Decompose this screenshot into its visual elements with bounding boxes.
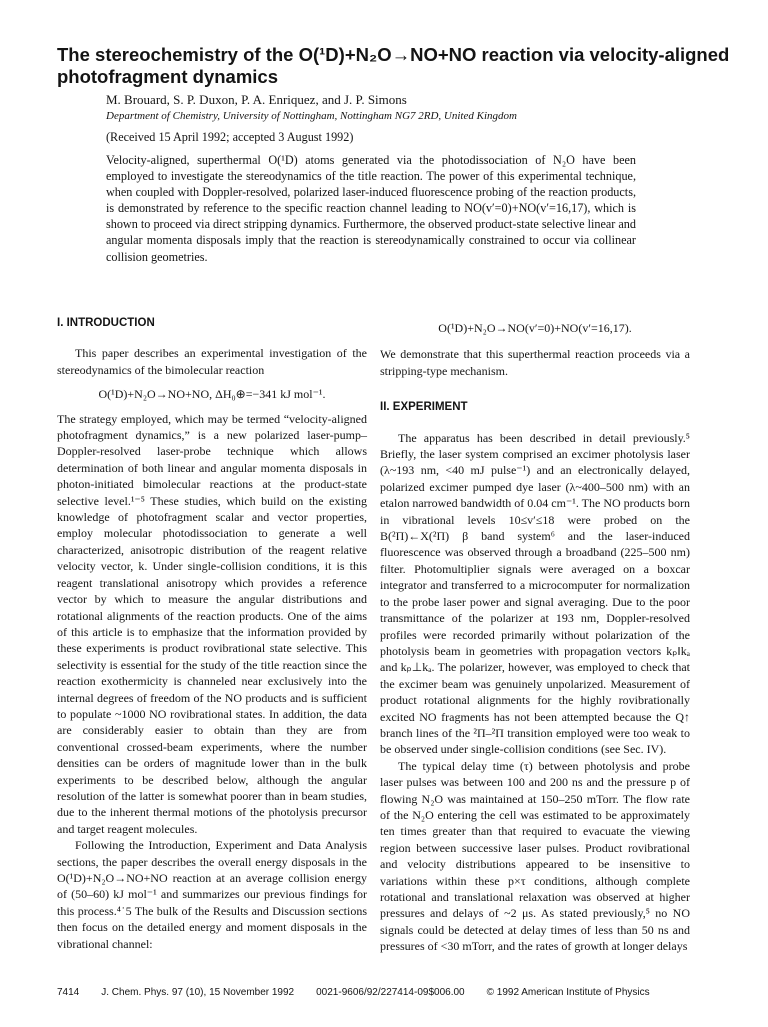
journal-citation: J. Chem. Phys. 97 (10), 15 November 1992 (101, 987, 295, 998)
equation-1: O(¹D)+N₂O→NO+NO, ΔH₀⊕=−341 kJ mol⁻¹. (98, 387, 326, 402)
section-heading-experiment: II. EXPERIMENT (380, 401, 468, 414)
intro-paragraph-1: This paper describes an experimental investigation of the stereodynamics of the bimolecular reaction (57, 346, 367, 377)
intro-paragraph-3: Following the Introduction, Experiment and Data Analysis sections, the paper describes the overall energy disposals in the O(¹D)+N₂O→NO+NO reaction at an average collision energy of (50–60) kJ mol⁻¹ and summarizes our previous findings for this process.⁴˙5 The bulk of the Results and Discussion sections then focus on the detailed energy and moment disposals in the vibrational channel: (57, 838, 367, 951)
copyright: © 1992 American Institute of Physics (486, 987, 650, 998)
section-heading-introduction: I. INTRODUCTION (57, 317, 155, 329)
doi-code: 0021-9606/92/227414-09$006.00 (316, 987, 465, 998)
page-number: 7414 (57, 987, 80, 998)
authors: M. Brouard, S. P. Duxon, P. A. Enriquez, and J. P. Simons (106, 92, 407, 107)
right-column (380, 320, 690, 955)
experiment-paragraph-1: The apparatus has been described in detail previously.⁵ Briefly, the laser system comprised an excimer photolysis laser (λ~193 nm, <40 mJ pulse⁻¹) and an electronically delayed, polarized excimer pumped dye laser (λ~400–500 nm) with an etalon narrowed bandwidth of 0.04 cm⁻¹. The NO products born in vibrational levels 10≤v′≤18 were probed on the B(²Π)←X(²Π) β band system⁶ and the laser-induced fluorescence was observed through a broadband (225–500 nm) filter. Photomultiplier signals were averaged on a boxcar integrator and transferred to a microcomputer for normalization to the probe laser power and signal averaging. Due to the poor transmittance of the polarizer at 193 nm, Doppler-resolved profiles were recorded primarily without polarization of the photolysis beam in geometries with propagation vectors kₚ‖kₐ and kₚ⊥kₐ. The polarizer, however, was employed to check that the excimer beam was genuinely unpolarized. Measurement of product rotational alignments for the highly rovibrationally excited NO fragments has not been attempted because the Q↑ branch lines of the ²Π–²Π transition employed were too weak to be observed under single-collision conditions (see Sec. IV). (380, 430, 690, 757)
received-dates: (Received 15 April 1992; accepted 3 August 1992) (106, 130, 354, 144)
abstract: Velocity-aligned, superthermal O(¹D) atoms generated via the photodissociation of N₂O have been employed to investigate the stereodynamics of the title reaction. The power of this experimental technique, when coupled with Doppler-resolved, polarized laser-induced fluorescence probing of the reaction products, is demonstrated by reference to the specific reaction channel leading to NO(v′=0)+NO(v′=16,17), which is shown to proceed via direct stripping dynamics. Furthermore, the observed product-state selective linear and angular momenta disposals imply that the reaction is stereodynamically constrained to occur via collinear collision geometries. (106, 153, 636, 264)
experiment-paragraph-2: The typical delay time (τ) between photolysis and probe laser pulses was between 100 and 200 ns and the pressure p of flowing N₂O was maintained at 150–250 mTorr. The flow rate of the N₂O entering the cell was estimated to be approximately ten times greater than that required to evacuate the viewing region between successive laser pulses. Product rovibrational and velocity distributions appeared to be insensitive to variations within these p×τ conditions, although complete rotational and translational relaxation was observed at higher pressures and delays of ~2 μs. As stated previously,⁵ no NO signals could be detected at delay times of less than 50 ns and pressures of <30 mTorr, and the rates of growth at longer delays (380, 758, 690, 954)
left-column (57, 315, 367, 952)
paper-title: The stereochemistry of the O(¹D)+N₂O→NO+NO reaction via velocity-aligned photofragment dynamics (57, 44, 730, 87)
page-footer (57, 987, 707, 998)
right-paragraph-1: We demonstrate that this superthermal reaction proceeds via a stripping-type mechanism. (380, 347, 690, 378)
equation-2: O(¹D)+N₂O→NO(v′=0)+NO(v′=16,17). (438, 321, 632, 335)
affiliation: Department of Chemistry, University of Nottingham, Nottingham NG7 2RD, United Kingdom (106, 110, 517, 122)
intro-paragraph-2: The strategy employed, which may be termed “velocity-aligned photofragment dynamics,” is a new polarized laser-pump–Doppler-resolved laser-probe technique which allows determination of both linear and angular momenta disposals in photon-initiated bimolecular reactions at the product-state selective level.¹⁻⁵ These studies, which build on the existing knowledge of photofragment scalar and vector properties, employ molecular photodissociation to generate a well characterized, anisotropic distribution of the reagent relative velocity vector, k. Under single-collision conditions, it is this reagent translational anisotropy which provides a reference vector by which to measure the angular distributions and rotational alignments of the reaction products. One of the aims of this article is to emphasize that the information provided by these experiments is product rovibrational state selective. This selectivity is essential for the study of the title reaction since the reaction exothermicity is channeled near exclusively into the internal degrees of freedom of the NO products and is sufficient to populate ~1000 NO rovibrational states. In addition, the data are considerably easier to obtain than they are from conventional crossed-beam experiments, where the number densities can be orders of magnitude lower than in the bulk experiments to be described below, although the angular resolution of the latter is somewhat poorer than in beam studies, due to the inherent thermal motions of the photolysis precursor and target reagent molecules. (57, 411, 367, 836)
